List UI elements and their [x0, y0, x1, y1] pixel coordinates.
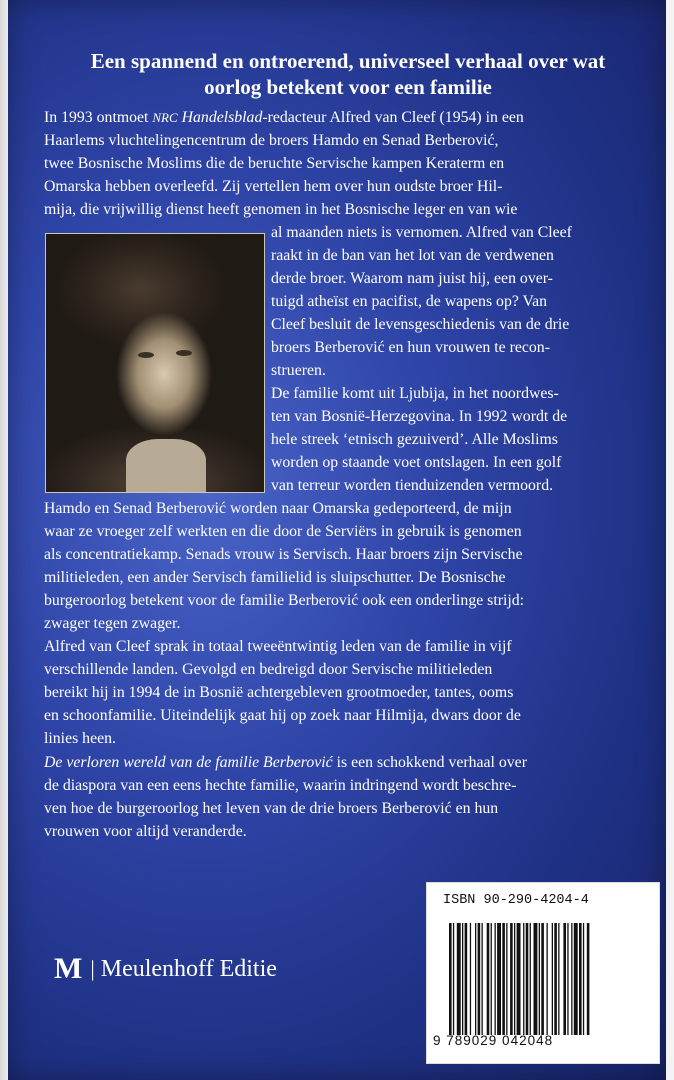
barcode-bar — [526, 923, 529, 1035]
barcode-bar — [453, 923, 454, 1035]
barcode-bar — [495, 923, 496, 1035]
barcode-bar — [539, 923, 540, 1035]
barcode-bar — [558, 923, 559, 1035]
barcode-bar — [571, 923, 572, 1035]
text-run: -redacteur Alfred van Cleef (1954) in een — [262, 109, 524, 126]
wrapped-paragraph — [271, 221, 651, 497]
text-run: vrouwen voor altijd veranderde. — [44, 823, 247, 840]
barcode-bar — [587, 923, 590, 1035]
text-line: Cleef besluit de levensgeschiedenis van de drie — [271, 316, 570, 333]
barcode-bar — [563, 923, 566, 1035]
headline — [48, 48, 648, 100]
text-line — [44, 106, 644, 129]
headline-line: oorlog betekent voor een familie — [204, 75, 492, 99]
publisher-imprint — [54, 952, 277, 986]
text-line: Hamdo en Senad Berberović worden naar Omarska gedeporteerd, de mijn — [44, 500, 512, 517]
text-run: is een schokkend verhaal over — [332, 754, 527, 771]
publisher-logo: M — [54, 952, 83, 985]
barcode-bar — [462, 923, 463, 1035]
barcode-bar — [547, 923, 548, 1035]
story-paragraph — [44, 497, 654, 750]
text-run: de diaspora van een eens hechte familie, waarin indringend wordt beschre- — [44, 777, 517, 794]
text-line: zwager tegen zwager. — [44, 615, 181, 632]
text-line: linies heen. — [44, 730, 116, 747]
barcode-bar — [523, 923, 524, 1035]
text-line — [44, 820, 654, 843]
barcode-box — [426, 882, 660, 1064]
photo-scarf — [126, 439, 206, 492]
text-line: worden op staande voet ontslagen. In een golf — [271, 454, 562, 471]
barcode-bar — [552, 923, 553, 1035]
text-line: De familie komt uit Ljubija, in het noordwes- — [271, 385, 559, 402]
barcode-bar — [579, 923, 582, 1035]
text-run: Haarlems vluchtelingencentrum de broers Hamdo en Senad Berberović, — [44, 132, 499, 149]
barcode-bar — [449, 923, 452, 1035]
text-line: al maanden niets is vernomen. Alfred van Cleef — [271, 224, 572, 241]
barcode-bar — [487, 923, 490, 1035]
barcode-bar — [465, 923, 468, 1035]
text-line: burgeroorlog betekent voor de familie Berberović ook een onderlinge strijd: — [44, 592, 525, 609]
barcode-bar — [541, 923, 544, 1035]
text-line: tuigd atheïst en pacifist, de wapens op? Van — [271, 293, 548, 310]
text-line: strueren. — [271, 362, 326, 379]
text-line: hele streek ‘etnisch gezuiverd’. Alle Moslims — [271, 431, 558, 448]
text-line — [44, 797, 654, 820]
closing-paragraph — [44, 751, 654, 843]
text-line: waar ze vroeger zelf werkten en die door de Serviërs in gebruik is genomen — [44, 523, 522, 540]
isbn-text: ISBN 90-290-4204-4 — [443, 893, 589, 908]
text-line — [44, 198, 644, 221]
text-line: als concentratiekamp. Senads vrouw is Servisch. Haar broers zijn Servische — [44, 546, 523, 563]
barcode-bar — [497, 923, 501, 1035]
publisher-separator: | — [90, 956, 95, 981]
barcode-bar — [514, 923, 515, 1035]
text-line: militieleden, een ander Servisch familielid is sluipschutter. De Bosnische — [44, 569, 506, 586]
text-run: De verloren wereld van de familie Berberović — [44, 754, 333, 771]
text-line: verschillende landen. Gevolgd en bedreigd door Servische militieleden — [44, 661, 493, 678]
barcode-bar — [583, 923, 584, 1035]
text-run: twee Bosnische Moslims die de beruchte Servische kampen Keraterm en — [44, 155, 505, 172]
barcode-number: 9 789029 042048 — [433, 1033, 554, 1048]
text-line: Alfred van Cleef sprak in totaal tweeëntwintig leden van de familie in vijf — [44, 638, 512, 655]
text-line — [44, 129, 644, 152]
text-run: Omarska hebben overleefd. Zij vertellen hem over hun oudste broer Hil- — [44, 178, 503, 195]
text-run: mija, die vrijwillig dienst heeft genomen in het Bosnische leger en van wie — [44, 201, 518, 218]
text-run: Handelsblad — [177, 109, 263, 126]
text-run: ven hoe de burgeroorlog het leven van de drie broers Berberović en hun — [44, 800, 499, 817]
barcode-bar — [506, 923, 507, 1035]
text-line: broers Berberović en hun vrouwen te recon- — [271, 339, 550, 356]
text-line — [44, 751, 654, 774]
photo-eye-right — [176, 350, 192, 356]
barcode-bar — [530, 923, 531, 1035]
barcode-bar — [534, 923, 538, 1035]
barcode-bar — [517, 923, 521, 1035]
barcode-bar — [574, 923, 578, 1035]
text-line: van terreur worden tienduizenden vermoord. — [271, 477, 554, 494]
text-line: raakt in de ban van het lot van de verdwenen — [271, 247, 554, 264]
barcode-bar — [510, 923, 513, 1035]
text-run: In 1993 ontmoet — [44, 109, 153, 126]
text-line: ten van Bosnië-Herzegovina. In 1992 wordt de — [271, 408, 568, 425]
barcode-bar — [457, 923, 461, 1035]
barcode-bar — [470, 923, 471, 1035]
text-line — [44, 774, 654, 797]
barcode-bar — [567, 923, 568, 1035]
barcode-bar — [554, 923, 557, 1035]
text-line: bereikt hij in 1994 de in Bosnië achtergebleven grootmoeder, tantes, ooms — [44, 684, 514, 701]
book-back-cover — [8, 0, 666, 1080]
text-line — [44, 152, 644, 175]
photo-eye-left — [138, 352, 154, 358]
barcode-bar — [502, 923, 505, 1035]
text-line: en schoonfamilie. Uiteindelijk gaat hij op zoek naar Hilmija, dwars door de — [44, 707, 521, 724]
headline-line: Een spannend en ontroerend, universeel verhaal over wat — [90, 49, 606, 73]
barcode-bars — [449, 923, 649, 1035]
intro-paragraph — [44, 106, 644, 221]
barcode-bar — [478, 923, 481, 1035]
text-line — [44, 175, 644, 198]
publisher-name: Meulenhoff Editie — [100, 955, 277, 982]
barcode-bar — [491, 923, 492, 1035]
text-line: derde broer. Waarom nam juist hij, een over- — [271, 270, 553, 287]
barcode-bar — [482, 923, 483, 1035]
author-photo — [45, 233, 265, 493]
barcode-bar — [475, 923, 476, 1035]
text-run: NRC — [152, 110, 178, 125]
